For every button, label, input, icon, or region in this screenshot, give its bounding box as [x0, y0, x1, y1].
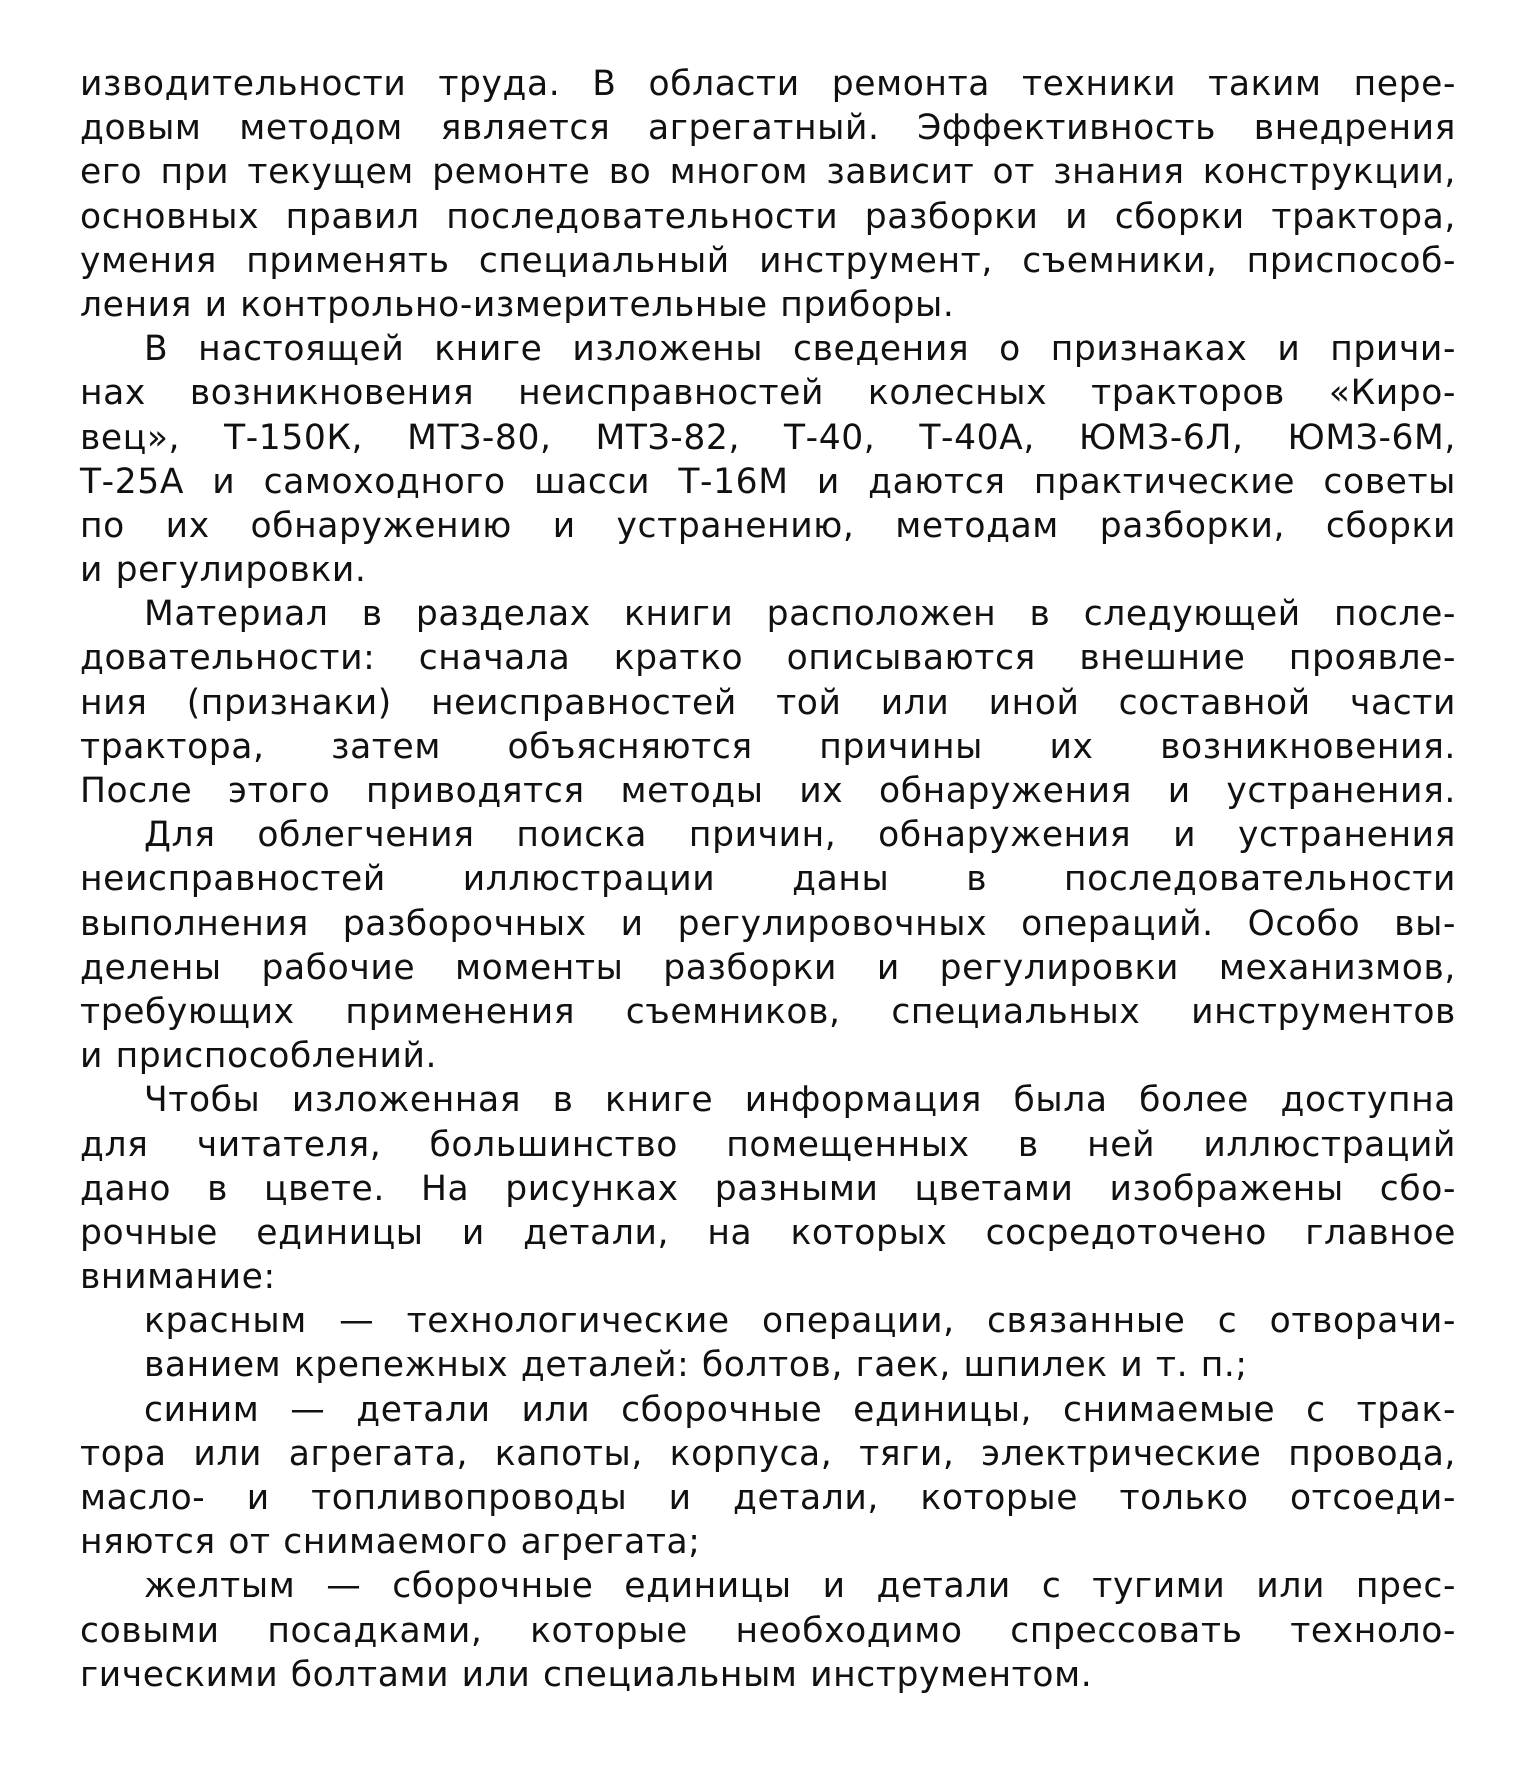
text-line: умения применять специальный инструмент, съемники, приспособ- — [80, 240, 1456, 281]
paragraph-4 — [80, 813, 1456, 1078]
text-line: После этого приводятся методы их обнаружения и устранения. — [80, 771, 1456, 811]
text-line: неисправностей иллюстрации даны в последовательности — [80, 859, 1456, 900]
text-line: делены рабочие моменты разборки и регулировки механизмов, — [80, 947, 1456, 988]
text-line: по их обнаружению и устранению, методам разборки, сборки — [80, 505, 1456, 546]
text-line: довательности: сначала кратко описываются внешние проявле- — [80, 638, 1456, 679]
text-line: Т-25А и самоходного шасси Т-16М и даются практические советы — [80, 461, 1456, 502]
paragraph-2 — [80, 327, 1456, 592]
text-line: и приспособлений. — [80, 1036, 438, 1077]
text-line: Чтобы изложенная в книге информация была более доступна — [144, 1080, 1456, 1121]
paragraph-red-legend — [80, 1299, 1456, 1387]
text-line: синим — детали или сборочные единицы, снимаемые с трак- — [144, 1389, 1456, 1430]
text-line: нах возникновения неисправностей колесных тракторов «Киро- — [80, 373, 1456, 414]
text-line: ления и контрольно-измерительные приборы. — [80, 284, 955, 325]
text-line: совыми посадками, которые необходимо спрессовать техноло- — [80, 1610, 1456, 1651]
text-line: В настоящей книге изложены сведения о признаках и причи- — [144, 329, 1456, 370]
text-line: его при текущем ремонте во многом зависит от знания конструкции, — [80, 152, 1456, 193]
paragraph-3 — [80, 592, 1456, 813]
text-line: вец», Т-150К, МТЗ-80, МТЗ-82, Т-40, Т-40А, ЮМЗ-6Л, ЮМЗ-6М, — [80, 417, 1456, 458]
text-line: тора или агрегата, капоты, корпуса, тяги, электрические провода, — [80, 1433, 1456, 1474]
text-line: желтым — сборочные единицы и детали с тугими или прес- — [144, 1566, 1456, 1607]
text-line: для читателя, большинство помещенных в ней иллюстраций — [80, 1124, 1456, 1165]
text-line: требующих применения съемников, специальных инструментов — [80, 991, 1456, 1032]
text-line: красным — технологические операции, связанные с отворачи- — [144, 1301, 1456, 1342]
text-line: основных правил последовательности разборки и сборки трактора, — [80, 196, 1456, 237]
paragraph-blue-legend — [80, 1388, 1456, 1565]
paragraph-yellow-legend — [80, 1564, 1456, 1697]
page-text — [80, 62, 1456, 1697]
text-line: Материал в разделах книги расположен в следующей после- — [144, 594, 1456, 635]
text-line: изводительности труда. В области ремонта техники таким пере- — [80, 64, 1456, 104]
text-line: выполнения разборочных и регулировочных операций. Особо вы- — [80, 903, 1456, 944]
paragraph-5 — [80, 1078, 1456, 1299]
paragraph-1 — [80, 62, 1456, 327]
text-line: ванием крепежных деталей: болтов, гаек, шпилек и т. п.; — [144, 1345, 1248, 1386]
text-line: няются от снимаемого агрегата; — [80, 1522, 701, 1563]
text-line: дано в цвете. На рисунках разными цветами изображены сбо- — [80, 1168, 1456, 1209]
text-line: масло- и топливопроводы и детали, которые только отсоеди- — [80, 1478, 1456, 1518]
text-line: трактора, затем объясняются причины их возникновения. — [80, 726, 1456, 767]
text-line: рочные единицы и детали, на которых сосредоточено главное — [80, 1212, 1456, 1253]
text-line: гическими болтами или специальным инструментом. — [80, 1654, 1093, 1695]
text-line: Для облегчения поиска причин, обнаружения и устранения — [144, 815, 1456, 856]
text-line: и регулировки. — [80, 550, 367, 591]
text-line: внимание: — [80, 1257, 276, 1298]
text-line: ния (признаки) неисправностей той или иной составной части — [80, 682, 1456, 723]
text-line: довым методом является агрегатный. Эффективность внедрения — [80, 108, 1456, 149]
